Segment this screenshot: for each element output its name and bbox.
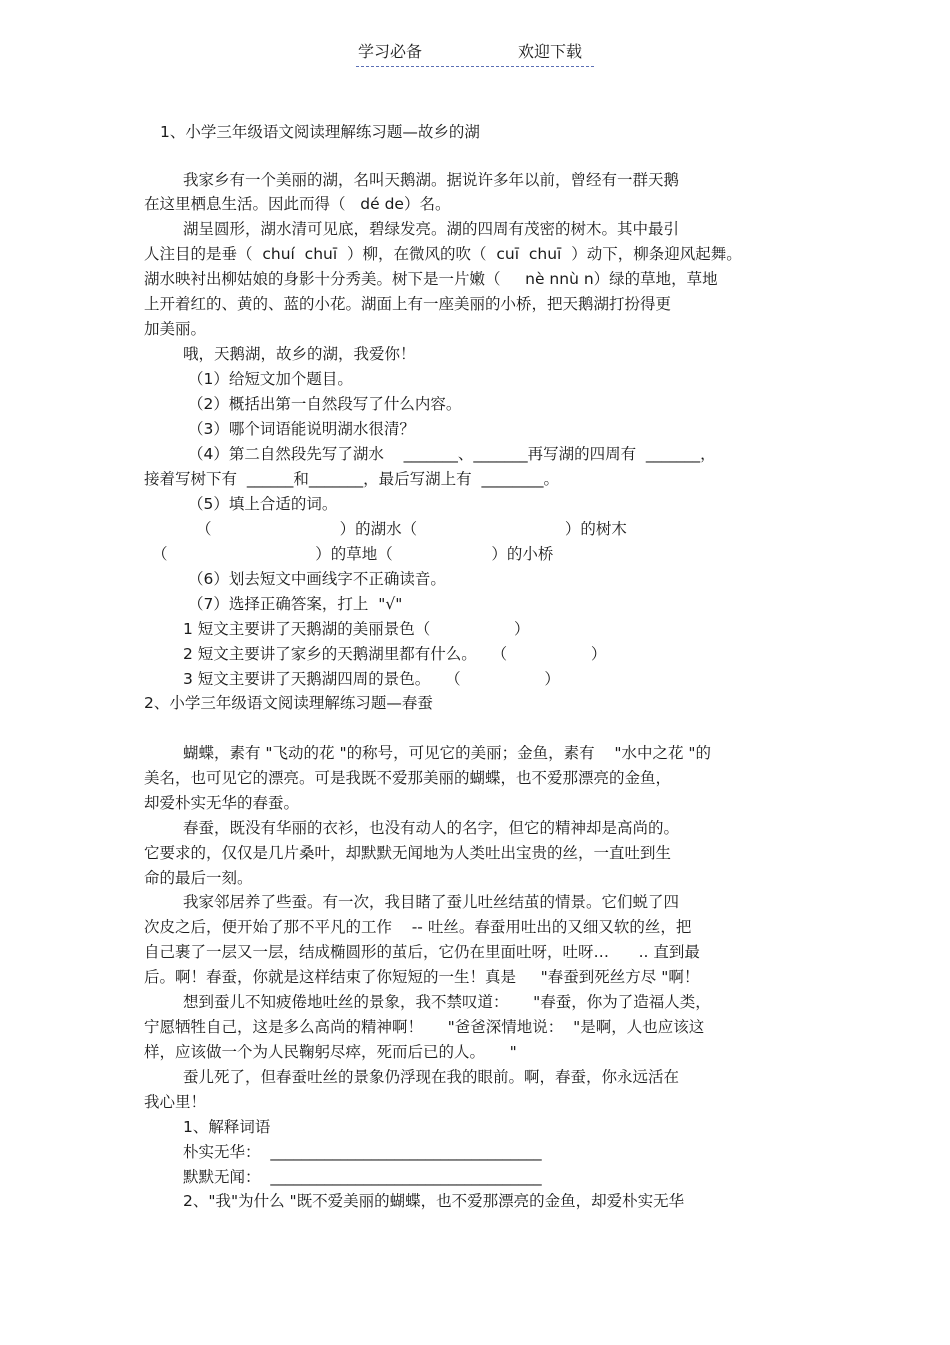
paragraph-line: 上开着红的、黄的、蓝的小花。湖面上有一座美丽的小桥，把天鹅湖打扮得更 xyxy=(144,295,672,313)
paragraph-line: 我家乡有一个美丽的湖，名叫天鹅湖。据说许多年以前，曾经有一群天鹅 xyxy=(183,171,680,189)
paragraph-line: 湖水映衬出柳姑娘的身影十分秀美。树下是一片嫩（ nè nnù n）绿的草地，草地 xyxy=(144,270,718,288)
page-header xyxy=(356,42,594,67)
choice-line: 3 短文主要讲了天鹅湖四周的景色。 （ ） xyxy=(183,670,560,688)
paragraph-line: 我心里！ xyxy=(144,1093,207,1111)
header-left-text: 学习必备 xyxy=(358,42,423,61)
question-line: （6）划去短文中画线字不正确读音。 xyxy=(188,570,446,588)
paragraph-line: 湖呈圆形，湖水清可见底，碧绿发亮。湖的四周有茂密的树木。其中最引 xyxy=(183,220,680,238)
question-line: （5）填上合适的词。 xyxy=(188,495,338,513)
paragraph-line: 我家邻居养了些蚕。有一次，我目睹了蚕儿吐丝结茧的情景。它们蜕了四 xyxy=(183,893,680,911)
section-1-title: 1、小学三年级语文阅读理解练习题—故乡的湖 xyxy=(160,123,480,141)
paragraph-line: 宁愿牺牲自己，这是多么高尚的精神啊！ "爸爸深情地说： "是啊，人也应该这 xyxy=(144,1018,705,1036)
paragraph-line: 它要求的，仅仅是几片桑叶，却默默无闻地为人类吐出宝贵的丝，一直吐到生 xyxy=(144,844,672,862)
question-line: 1、解释词语 xyxy=(183,1118,271,1136)
paragraph-line: 命的最后一刻。 xyxy=(144,869,253,887)
question-line: （ ）的草地（ ）的小桥 xyxy=(152,545,554,563)
question-line: 默默无闻： ___________________________________ xyxy=(183,1168,542,1186)
paragraph-line: 人注目的是垂（ chuí chuī ）柳，在微风的吹（ cuī chuī ）动下，柳条迎风起舞。 xyxy=(144,245,742,263)
question-line: 接着写树下有 ______和_______，最后写湖上有 ________。 xyxy=(144,470,559,488)
paragraph-line: 春蚕，既没有华丽的衣衫，也没有动人的名字，但它的精神却是高尚的。 xyxy=(183,819,680,837)
paragraph-line: 美名，也可见它的漂亮。可是我既不爱那美丽的蝴蝶，也不爱那漂亮的金鱼， xyxy=(144,769,672,787)
header-right-text: 欢迎下载 xyxy=(518,42,583,61)
paragraph-line: 想到蚕儿不知疲倦地吐丝的景象，我不禁叹道： "春蚕，你为了造福人类， xyxy=(183,993,711,1011)
question-line: （7）选择正确答案，打上 "√" xyxy=(188,595,403,613)
choice-line: 1 短文主要讲了天鹅湖的美丽景色（ ） xyxy=(183,620,530,638)
paragraph-line: 样，应该做一个为人民鞠躬尽瘁，死而后已的人。 " xyxy=(144,1043,517,1061)
question-line: （2）概括出第一自然段写了什么内容。 xyxy=(188,395,462,413)
paragraph-line: 蝴蝶，素有 "飞动的花 "的称号，可见它的美丽；金鱼，素有 "水中之花 "的 xyxy=(183,744,712,762)
question-line: 2、"我"为什么 "既不爱美丽的蝴蝶，也不爱那漂亮的金鱼，却爱朴实无华 xyxy=(183,1192,685,1210)
paragraph-line: 蚕儿死了，但春蚕吐丝的景象仍浮现在我的眼前。啊，春蚕，你永远活在 xyxy=(183,1068,680,1086)
question-line: 朴实无华： ___________________________________ xyxy=(183,1143,542,1161)
question-line: （3）哪个词语能说明湖水很清？ xyxy=(188,420,415,438)
paragraph-line: 加美丽。 xyxy=(144,320,207,338)
paragraph-line: 次皮之后，便开始了那不平凡的工作 -- 吐丝。春蚕用吐出的又细又软的丝，把 xyxy=(144,918,692,936)
paragraph-line: 自己裹了一层又一层，结成椭圆形的茧后，它仍在里面吐呀，吐呀… .. 直到最 xyxy=(144,943,700,961)
question-line: （4）第二自然段先写了湖水 _______、_______再写湖的四周有 _______， xyxy=(188,445,716,463)
question-line: （1）给短文加个题目。 xyxy=(188,370,353,388)
paragraph-line: 哦，天鹅湖，故乡的湖，我爱你！ xyxy=(183,345,416,363)
section-2-title: 2、小学三年级语文阅读理解练习题—春蚕 xyxy=(144,694,433,712)
question-line: （ ）的湖水（ ）的树木 xyxy=(196,520,627,538)
paragraph-line: 却爱朴实无华的春蚕。 xyxy=(144,794,300,812)
paragraph-line: 后。啊！春蚕，你就是这样结束了你短短的一生！真是 "春蚕到死丝方尽 "啊！ xyxy=(144,968,700,986)
paragraph-line: 在这里栖息生活。因此而得（ dé de）名。 xyxy=(144,195,451,213)
choice-line: 2 短文主要讲了家乡的天鹅湖里都有什么。 （ ） xyxy=(183,645,607,663)
